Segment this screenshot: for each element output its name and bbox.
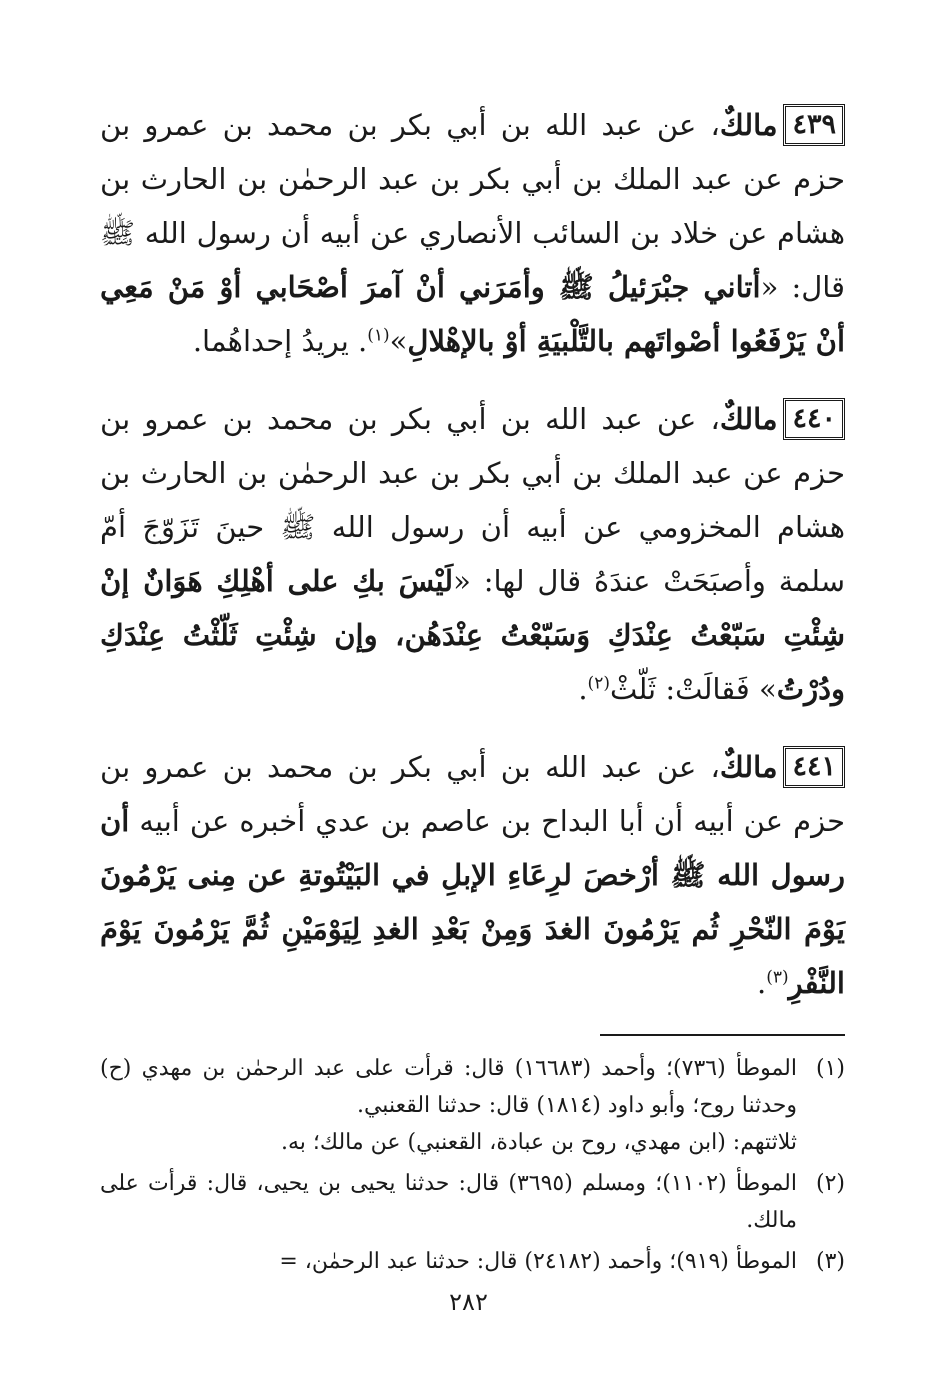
hadith-matn: لَيْسَ بكِ على أهْلِكِ هَوَانٌ إنْ شِئْتِ سَبّعْتُ عِنْدَكِ وَسَبّعْتُ عِنْدَهُن، وإن شِئْتِ ثَلّثْتُ عِنْدَكِ ودُرْتُ xyxy=(100,564,845,706)
hadith-439 xyxy=(100,98,845,368)
page-content xyxy=(100,98,845,1284)
hadith-tail: . xyxy=(757,966,767,1000)
narrator-name: مالكٌ xyxy=(719,750,778,784)
isnad-chain: ، عن عبد الله بن أبي بكر بن محمد بن عمرو بن حزم عن عبد الملك بن أبي بكر بن عبد الرحمٰن بن الحارث بن هشام عن خلاد بن السائب الأنصاري عن أبيه أن رسول الله ﷺ قال: « xyxy=(100,108,845,304)
hadith-matn: أن رسول الله ﷺ أرْخصَ لرِعَاءِ الإبلِ في البَيْتُوتةِ عن مِنى يَرْمُونَ يَوْمَ النّحْرِ ثُم يَرْمُونَ الغدَ وَمِنْ بَعْدِ الغدِ لِيَوْمَيْنِ ثُمَّ يَرْمُونَ يَوْمَ النَّفْرِ xyxy=(100,804,845,1000)
footnote-separator xyxy=(600,1034,845,1036)
hadith-matn: أتاني جبْرَئيلُ ﷺ وأمَرَني أنْ آمرَ أصْحَابي أوْ مَنْ مَعِي أنْ يَرْفَعُوا أصْواتَهم بالتَّلْبيَةِ أوْ بالإهْلالِ xyxy=(100,270,845,358)
hadith-number-box: ٤٣٩ xyxy=(783,104,845,146)
hadith-441 xyxy=(100,740,845,1010)
page-number: ٢٨٢ xyxy=(449,1288,488,1316)
footnote-line: الموطأ (١١٠٢)؛ ومسلم (٣٦٩٥) قال: حدثنا يحيى بن يحيى، قال: قرأت على مالك. xyxy=(100,1171,797,1233)
footnote-1 xyxy=(100,1050,845,1161)
isnad-chain: ، عن عبد الله بن أبي بكر بن محمد بن عمرو بن حزم عن أبيه أن أبا البداح بن عاصم بن عدي أخبره عن أبيه xyxy=(100,750,845,838)
hadith-number-box: ٤٤١ xyxy=(783,746,845,788)
footnote-line: الموطأ (٧٣٦)؛ وأحمد (١٦٦٨٣) قال: قرأت على عبد الرحمٰن بن مهدي (ح) وحدثنا روح؛ وأبو داود (١٨١٤) قال: حدثنا القعنبي. xyxy=(100,1056,797,1118)
hadith-tail-before-ref: فَقالَتْ: ثَلّثْ xyxy=(609,672,760,706)
footnote-reference[interactable]: (١) xyxy=(367,325,390,346)
hadith-tail: . يريدُ إحداهُما. xyxy=(192,324,368,358)
footnote-number: (٣) xyxy=(815,1249,845,1274)
narrator-name: مالكٌ xyxy=(719,108,778,142)
footnote-number: (٢) xyxy=(815,1171,845,1196)
footnote-number: (١) xyxy=(815,1056,845,1081)
narrator-name: مالكٌ xyxy=(719,402,778,436)
hadith-number-box: ٤٤٠ xyxy=(783,398,845,440)
matn-close-quote: » xyxy=(389,324,408,358)
footnote-reference[interactable]: (٣) xyxy=(766,967,789,988)
hadith-440 xyxy=(100,392,845,716)
matn-close-quote: » xyxy=(759,672,777,706)
footnote-body xyxy=(100,1050,797,1161)
hadith-tail: . xyxy=(578,672,588,706)
footnote-line: الموطأ (٩١٩)؛ وأحمد (٢٤١٨٢) قال: حدثنا عبد الرحمٰن، = xyxy=(279,1249,797,1274)
footnote-reference[interactable]: (٢) xyxy=(587,673,610,694)
footnote-line: ثلاثتهم: (ابن مهدي، روح بن عبادة، القعنبي) عن مالك؛ به. xyxy=(281,1130,797,1155)
footnote-3 xyxy=(100,1243,845,1280)
isnad-chain: ، عن عبد الله بن أبي بكر بن محمد بن عمرو بن حزم عن عبد الملك بن أبي بكر بن عبد الرحمٰن بن الحارث بن هشام المخزومي عن أبيه أن رسول الله ﷺ حينَ تَزَوّجَ أمّ سلمة وأصبَحَتْ عندَهُ قال لها: « xyxy=(100,402,845,598)
footnote-2 xyxy=(100,1165,845,1239)
footnote-body xyxy=(100,1165,797,1239)
footnote-body xyxy=(100,1243,797,1280)
